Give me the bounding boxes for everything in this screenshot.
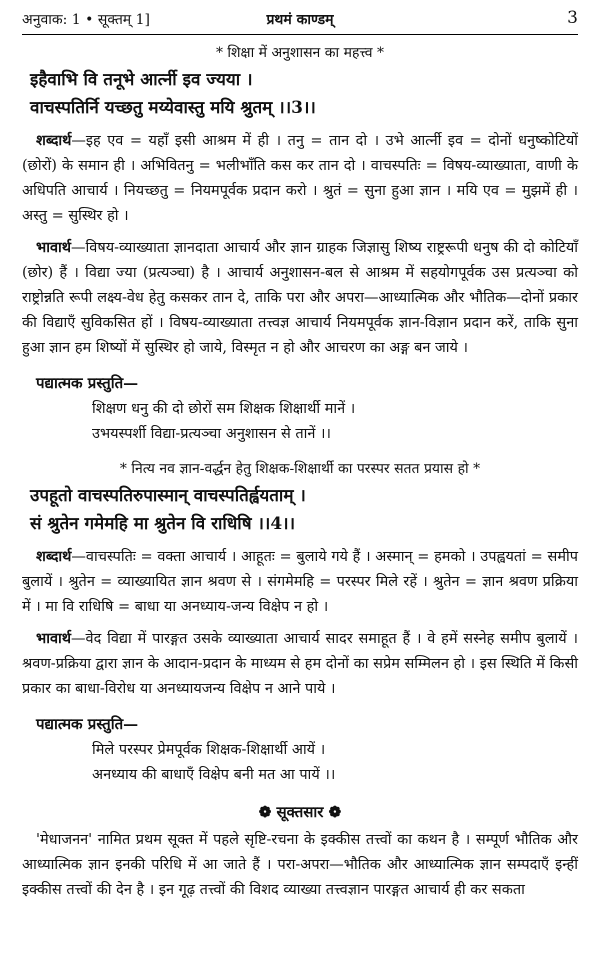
summary-title: ❁ सूक्तसार ❁: [258, 803, 342, 821]
section-heading-2: * नित्य नव ज्ञान-वर्द्धन हेतु शिक्षक-शिक्षार्थी का परस्पर सतत प्रयास हो *: [119, 461, 481, 477]
meaning-paragraph-2: [22, 626, 578, 702]
poetic-rendition-2: [22, 738, 578, 788]
verse-4-line-2: सं श्रुतेन गमेमहि मा श्रुतेन वि राधिषि ।।4।।: [30, 514, 296, 534]
poem-line: अनध्याय की बाधाएँ विक्षेप बनी मत आ पायें ।।: [92, 767, 336, 783]
meaning-text: —विषय-व्याख्याता ज्ञानदाता आचार्य और ज्ञान ग्राहक जिज्ञासु शिष्य राष्ट्ररूपी धनुष की दो कोटियाँ (छोर) हैं । विद्या ज्या (प्रत्यञ्चा) है । आचार्य अनुशासन-बल से आश्रम में सहयोगपूर्वक उस प्रत्यञ्चा को राष्ट्रोन्नति रूपी लक्ष्य-वेध हेतु कसकर तान दे, ताकि परा और अपरा—आध्यात्मिक और भौतिक—दोनों प्रकार की विद्याएँ सुविकसित हों । विषय-व्याख्याता तत्त्वज्ञ आचार्य नियमपूर्वक ज्ञान-विज्ञान प्रदान करें, ताकि सुना हुआ ज्ञान हम शिष्यों में सुस्थिर हो जाये, विस्मृत न हो और आचरण का अङ्ग बन जाये ।: [22, 240, 578, 356]
word-meaning-label: शब्दार्थ: [36, 548, 72, 565]
poetic-rendition-heading-1: पद्यात्मक प्रस्तुति—: [36, 374, 139, 392]
verse-3-line-2: वाचस्पतिर्नि यच्छतु मय्येवास्तु मयि श्रुतम् ।।3।।: [30, 98, 316, 118]
chapter-title: प्रथमं काण्डम्: [266, 12, 334, 28]
verse-4-line-1: उपहूतो वाचस्पतिरुपास्मान् वाचस्पतिर्ह्वयताम् ।: [30, 486, 306, 506]
word-meaning-text: —वाचस्पतिः = वक्ता आचार्य । आहूतः = बुलाये गये हैं । अस्मान् = हमको । उपह्वयतां = समीप बुलायें । श्रुतेन = व्याख्यायित ज्ञान श्रवण से । संगमेमहि = परस्पर मिले रहें । श्रुतेन = ज्ञान श्रवण प्रक्रिया में । मा वि राधिषि = बाधा या अनध्याय-जन्य विक्षेप न हो ।: [22, 549, 578, 615]
meaning-label: भावार्थ: [36, 239, 72, 256]
word-meaning-paragraph-1: [22, 128, 578, 229]
word-meaning-label: शब्दार्थ: [36, 132, 72, 149]
word-meaning-paragraph-2: [22, 544, 578, 620]
meaning-label: भावार्थ: [36, 630, 72, 647]
poem-line: उभयस्पर्शी विद्या-प्रत्यञ्चा अनुशासन से तानें ।।: [92, 426, 332, 442]
running-head: [22, 0, 578, 35]
page-number: 3: [567, 8, 578, 28]
section-reference: अनुवाक: 1 • सूक्तम् 1]: [22, 12, 150, 28]
summary-paragraph: 'मेधाजनन' नामित प्रथम सूक्त में पहले सृष्टि-रचना के इक्कीस तत्त्वों का कथन है । सम्पूर्ण भौतिक और आध्यात्मिक ज्ञान इनकी परिधि में आ जाते हैं । परा-अपरा—भौतिक और आध्यात्मिक ज्ञान सम्पदाएँ इन्हीं इक्कीस तत्त्वों की देन है । इन गूढ़ तत्त्वों की विशद व्याख्या तत्त्वज्ञान पारङ्गत आचार्य ही कर सकता: [22, 832, 578, 898]
poetic-rendition-1: [22, 397, 578, 447]
verse-3: [22, 66, 578, 122]
poem-line: मिले परस्पर प्रेमपूर्वक शिक्षक-शिक्षार्थी आयें ।: [92, 742, 326, 758]
meaning-paragraph-1: [22, 235, 578, 361]
word-meaning-text: —इह एव = यहाँ इसी आश्रम में ही । तनु = तान दो । उभे आर्त्नी इव = दोनों धनुष्कोटियों (छोरों) के समान ही । अभिवितनु = भलीभाँति कस कर तान दो । वाचस्पतिः = विषय-व्याख्याता, वाणी के अधिपति आचार्य । नियच्छतु = नियमपूर्वक प्रदान करो । श्रुतं = सुना हुआ ज्ञान । मयि एव = मुझमें ही । अस्तु = सुस्थिर हो ।: [22, 133, 578, 224]
verse-3-line-1: इहैवाभि वि तनूभे आर्त्नी इव ज्यया ।: [30, 70, 253, 90]
meaning-text: —वेद विद्या में पारङ्गत उसके व्याख्याता आचार्य सादर समाहूत हैं । वे हमें सस्नेह समीप बुलायें । श्रवण-प्रक्रिया द्वारा ज्ञान के आदान-प्रदान के माध्यम से हम दोनों का सप्रेम सम्मिलन हो । इस स्थिति में किसी प्रकार का बाधा-विरोध या अनध्यायजन्य विक्षेप न आने पाये ।: [22, 631, 578, 697]
section-heading-1: * शिक्षा में अनुशासन का महत्त्व *: [215, 45, 385, 61]
poetic-rendition-heading-2: पद्यात्मक प्रस्तुति—: [36, 715, 139, 733]
poem-line: शिक्षण धनु की दो छोरों सम शिक्षक शिक्षार्थी मानें ।: [92, 401, 356, 417]
verse-4: [22, 482, 578, 538]
